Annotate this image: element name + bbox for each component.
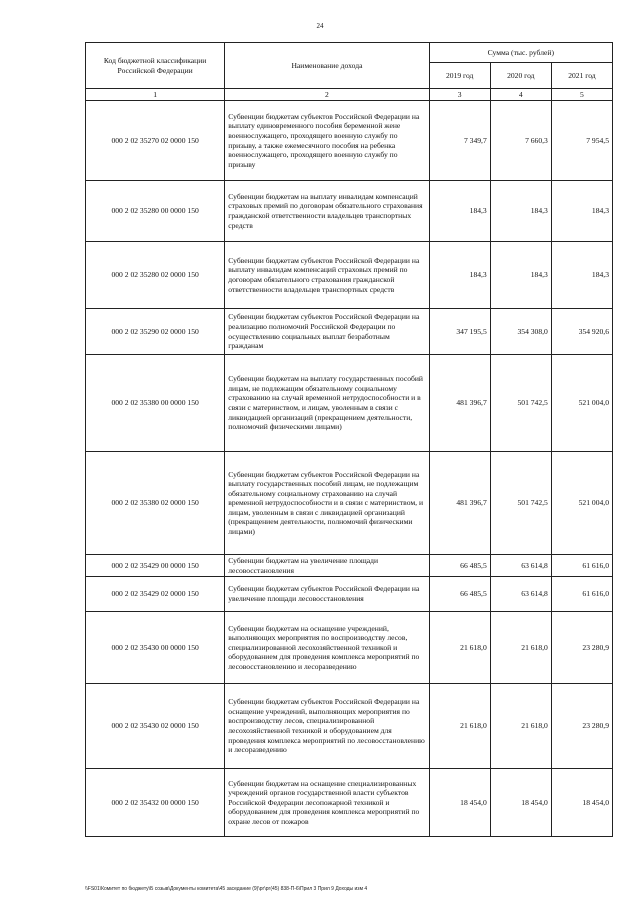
budget-code: 000 2 02 35380 00 0000 150 [86,355,225,452]
income-name: Субвенции бюджетам субъектов Российской Федерации на оснащение учреждений, выполняющих мероприятия по воспроизводству лесов, специализированной лесохозяйственной техникой и оборудованием для проведения комплекса мероприятий по лесовосстановлению и лесоразведению [225,684,429,769]
amount-2021: 23 280,9 [551,612,612,684]
file-path-footer: \\FS01\Комитет по бюджету\Б созыв\Документы комитета\45 заседание (9)\рг\рг(45) 838-П-6\Прил 3 Прил 9 Доходы изм 4 [85,886,368,892]
income-name: Субвенции бюджетам субъектов Российской Федерации на выплату единовременного пособия беременной жене военнослужащего, проходящего военную службу по призыву, а также ежемесячного пособия на ребенка военнослужащего, проходящего военную службу по призыву [225,101,429,181]
amount-2021: 354 920,6 [551,309,612,355]
table-row [86,242,613,309]
amount-2020: 18 454,0 [490,769,551,837]
income-name: Субвенции бюджетам субъектов Российской Федерации на реализацию полномочий Российской Федерации по осуществлению социальных выплат безработным гражданам [225,309,429,355]
amount-2019: 7 349,7 [429,101,490,181]
table-row [86,612,613,684]
amount-2020: 63 614,8 [490,555,551,577]
page-number: 24 [316,22,324,30]
budget-code: 000 2 02 35280 00 0000 150 [86,181,225,242]
budget-code: 000 2 02 35430 00 0000 150 [86,612,225,684]
col-number: 3 [429,89,490,101]
table-row [86,181,613,242]
amount-2021: 23 280,9 [551,684,612,769]
amount-2020: 501 742,5 [490,452,551,555]
amount-2021: 184,3 [551,181,612,242]
amount-2019: 18 454,0 [429,769,490,837]
amount-2021: 61 616,0 [551,577,612,612]
income-name: Субвенции бюджетам на увеличение площади лесовосстановления [225,555,429,577]
amount-2019: 481 396,7 [429,355,490,452]
income-name: Субвенции бюджетам на выплату инвалидам компенсаций страховых премий по договорам обязательного страхования гражданской ответственности владельцев транспортных средств [225,181,429,242]
income-name: Субвенции бюджетам субъектов Российской Федерации на выплату государственных пособий лицам, не подлежащим обязательному социальному страхованию на случай временной нетрудоспособности и в связи с материнством, и лицам, уволенным в связи с ликвидацией организаций (прекращением деятельности, полномочий физическими лицами) [225,452,429,555]
amount-2019: 66 485,5 [429,577,490,612]
col-number: 5 [551,89,612,101]
amount-2020: 7 660,3 [490,101,551,181]
header-sum: Сумма (тыс. рублей) [429,43,612,63]
amount-2020: 184,3 [490,242,551,309]
col-number: 4 [490,89,551,101]
income-name: Субвенции бюджетам субъектов Российской Федерации на выплату инвалидам компенсаций страховых премий по договорам обязательного страхования гражданской ответственности владельцев транспортных средств [225,242,429,309]
income-name: Субвенции бюджетам на выплату государственных пособий лицам, не подлежащим обязательному социальному страхованию на случай временной нетрудоспособности и в связи с материнством, и лицам, уволенным в связи с ликвидацией организаций (прекращением деятельности, полномочий физическими лицами) [225,355,429,452]
header-year-2019: 2019 год [429,63,490,89]
budget-code: 000 2 02 35380 02 0000 150 [86,452,225,555]
header-code: Код бюджетной классификации Российской Федерации [86,43,225,89]
budget-code: 000 2 02 35430 02 0000 150 [86,684,225,769]
header-year-2021: 2021 год [551,63,612,89]
budget-code: 000 2 02 35432 00 0000 150 [86,769,225,837]
income-name: Субвенции бюджетам на оснащение специализированных учреждений органов государственной власти субъектов Российской Федерации лесопожарной техникой и оборудованием для проведения комплекса мероприятий по охране лесов от пожаров [225,769,429,837]
amount-2019: 21 618,0 [429,684,490,769]
budget-code: 000 2 02 35270 02 0000 150 [86,101,225,181]
table-row [86,577,613,612]
amount-2021: 7 954,5 [551,101,612,181]
budget-code: 000 2 02 35280 02 0000 150 [86,242,225,309]
col-number: 2 [225,89,429,101]
amount-2019: 347 195,5 [429,309,490,355]
amount-2021: 521 004,0 [551,452,612,555]
amount-2020: 21 618,0 [490,612,551,684]
income-name: Субвенции бюджетам субъектов Российской Федерации на увеличение площади лесовосстановления [225,577,429,612]
amount-2021: 18 454,0 [551,769,612,837]
table-row [86,101,613,181]
amount-2020: 184,3 [490,181,551,242]
amount-2019: 184,3 [429,242,490,309]
amount-2021: 521 004,0 [551,355,612,452]
amount-2020: 501 742,5 [490,355,551,452]
amount-2019: 481 396,7 [429,452,490,555]
table-row [86,452,613,555]
table-row [86,684,613,769]
amount-2021: 61 616,0 [551,555,612,577]
income-name: Субвенции бюджетам на оснащение учреждений, выполняющих мероприятия по воспроизводству лесов, специализированной лесохозяйственной техникой и оборудованием для проведения комплекса мероприятий по лесовосстановлению и лесоразведению [225,612,429,684]
table-row [86,309,613,355]
amount-2020: 354 308,0 [490,309,551,355]
col-number: 1 [86,89,225,101]
amount-2019: 184,3 [429,181,490,242]
amount-2020: 21 618,0 [490,684,551,769]
budget-code: 000 2 02 35290 02 0000 150 [86,309,225,355]
budget-table [85,42,613,837]
header-name: Наименование дохода [225,43,429,89]
budget-code: 000 2 02 35429 02 0000 150 [86,577,225,612]
header-year-2020: 2020 год [490,63,551,89]
amount-2019: 66 485,5 [429,555,490,577]
table-row [86,769,613,837]
budget-code: 000 2 02 35429 00 0000 150 [86,555,225,577]
table-row [86,555,613,577]
amount-2020: 63 614,8 [490,577,551,612]
amount-2019: 21 618,0 [429,612,490,684]
table-row [86,355,613,452]
amount-2021: 184,3 [551,242,612,309]
